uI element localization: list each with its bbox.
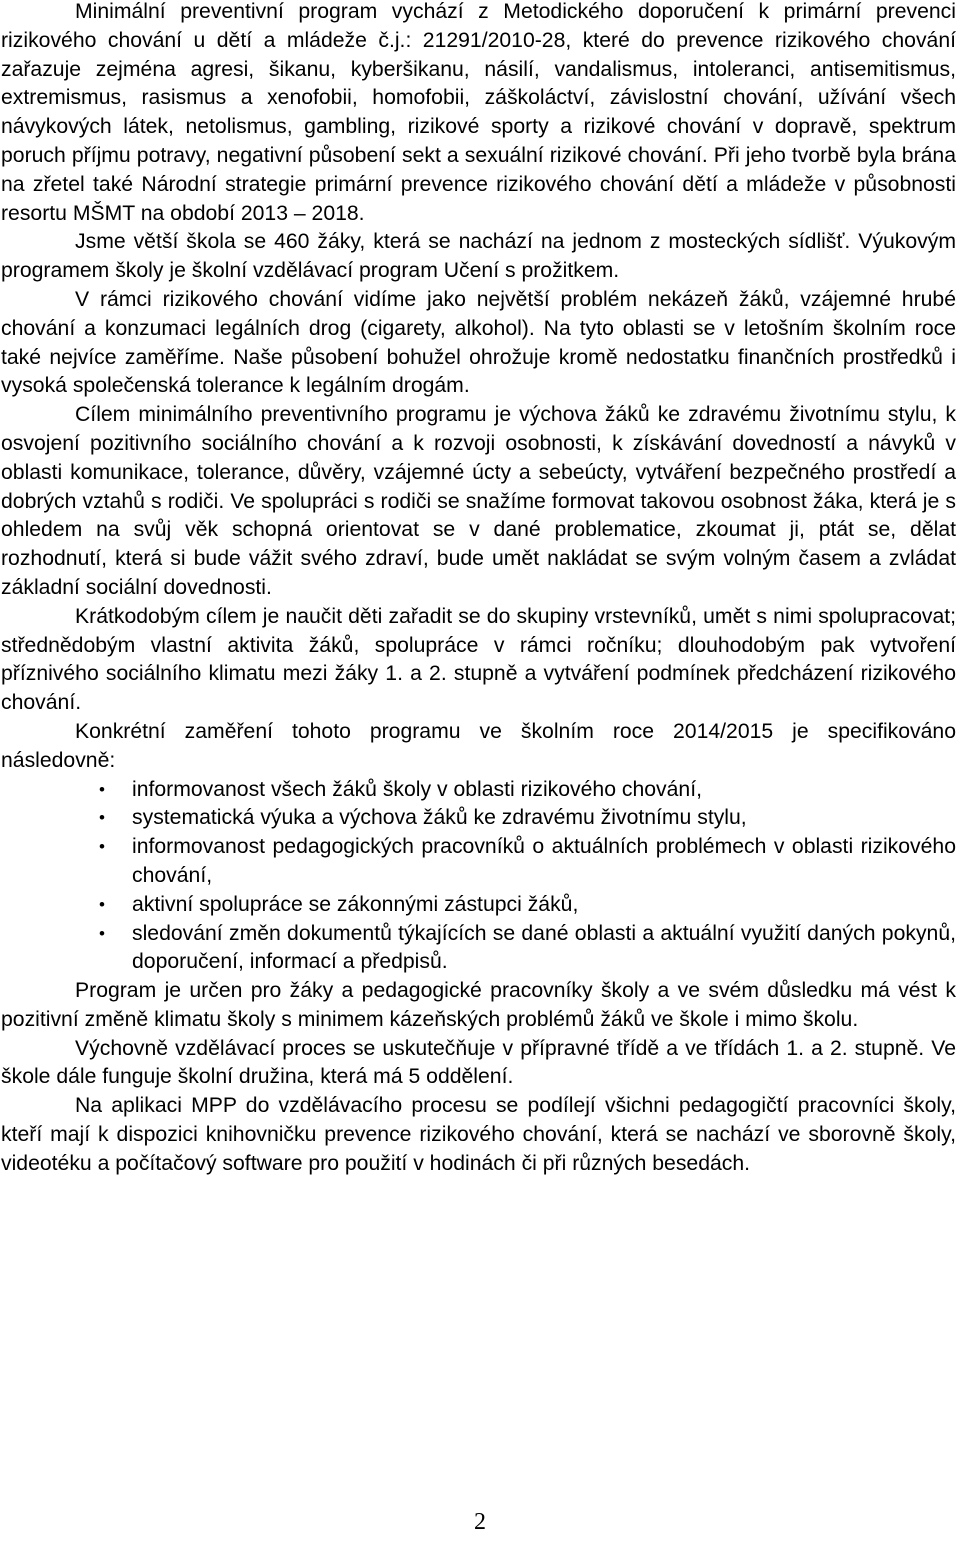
- focus-bullet-list: [1, 776, 956, 978]
- paragraph-mpp-application: Na aplikaci MPP do vzdělávacího procesu se podílejí všichni pedagogičtí pracovníci školy, kteří mají k dispozici knihovničku prevence rizikového chování, která se nachází ve sborovně školy, videotéku a počítačový software pro použití v hodinách či při různých besedách.: [1, 1094, 956, 1175]
- list-item-text: sledování změn dokumentů týkajících se dané oblasti a aktuální využití daných pokynů, doporučení, informací a předpisů.: [132, 921, 956, 974]
- list-item-text: informovanost pedagogických pracovníků o aktuálních problémech v oblasti rizikového chování,: [132, 835, 956, 887]
- page-number: 2: [474, 1509, 486, 1535]
- paragraph-school-description: Jsme větší škola se 460 žáky, která se nachází na jednom z mosteckých sídlišť. Výukovým programem školy je školní vzdělávací program Učení s prožitkem.: [1, 230, 956, 283]
- paragraph-education-process: Výchovně vzdělávací proces se uskutečňuje v přípravné třídě a ve třídách 1. a 2. stupně. Ve škole dále funguje školní družina, která má 5 oddělení.: [1, 1036, 956, 1089]
- paragraph-specific-focus: Konkrétní zaměření tohoto programu ve školním roce 2014/2015 je specifikováno následovně:: [1, 719, 956, 772]
- paragraph-program-basis: Minimální preventivní program vychází z Metodického doporučení k primární prevenci rizikového chování u dětí a mládeže č.j.: 21291/2010-28, které do prevence rizikového chování zařazuje zejména agresi, šikanu, kyberšikanu, násilí, vandalismus, intoleranci, antisemitismus, extremismus, rasismus a xenofobii, homofobii, záškoláctví, závislostní chování, užívání všech návykových látek, netolismus, gambling, rizikové sporty a rizikové chování v dopravě, spektrum poruch příjmu potravy, negativní působení sekt a sexuální rizikové chování. Při jeho tvorbě byla brána na zřetel také Národní strategie primární prevence rizikového chování dětí a mládeže v působnosti resortu MŠMT na období 2013 – 2018.: [1, 0, 956, 225]
- paragraph-main-problems: V rámci rizikového chování vidíme jako největší problém nekázeň žáků, vzájemné hrubé chování a konzumaci legálních drog (cigarety, alkohol). Na tyto oblasti se v letošním školním roce také nejvíce zaměříme. Naše působení bohužel ohrožuje kromě nedostatku finančních prostředků i vysoká společenská tolerance k legálním drogám.: [1, 287, 956, 398]
- list-item: [1, 891, 956, 920]
- paragraph-short-term-goals: Krátkodobým cílem je naučit děti zařadit se do skupiny vrstevníků, umět s nimi spolupracovat; střednědobým vlastní aktivita žáků, spolupráce v rámci ročníku; dlouhodobým pak vytvoření příznivého sociálního klimatu mezi žáky 1. a 2. stupně a vytváření podmínek předcházení rizikového chování.: [1, 604, 956, 715]
- list-item: [1, 776, 956, 805]
- list-item: [1, 833, 956, 891]
- bullet-icon: •: [99, 779, 105, 799]
- bullet-icon: •: [99, 923, 105, 943]
- list-item-text: informovanost všech žáků školy v oblasti rizikového chování,: [132, 777, 702, 801]
- bullet-icon: •: [99, 894, 105, 914]
- bullet-icon: •: [99, 837, 105, 857]
- list-item: [1, 804, 956, 833]
- bullet-icon: •: [99, 808, 105, 828]
- paragraph-program-target: Program je určen pro žáky a pedagogické pracovníky školy a ve svém důsledku má vést k pozitivní změně klimatu školy s minimem kázeňských problémů žáků ve škole i mimo školu.: [1, 979, 956, 1031]
- list-item-text: aktivní spolupráce se zákonnými zástupci žáků,: [132, 892, 579, 916]
- paragraph-program-goal: Cílem minimálního preventivního programu je výchova žáků ke zdravému životnímu stylu, k osvojení pozitivního sociálního chování a k rozvoji osobnosti, k získávání dovedností a návyků v oblasti komunikace, tolerance, důvěry, vzájemné úcty a sebeúcty, vytváření bezpečného prostředí a dobrých vztahů s rodiči. Ve spolupráci s rodiči se snažíme formovat takovou osobnost žáka, která je s ohledem na svůj věk schopná orientovat se v dané problematice, zkoumat ji, ptát se, dělat rozhodnutí, která si bude vážit svého zdraví, bude umět nakládat se svým volným časem a zvládat základní sociální dovednosti.: [1, 403, 956, 599]
- document-body: [1, 0, 956, 1179]
- list-item-text: systematická výuka a výchova žáků ke zdravému životnímu stylu,: [132, 806, 747, 830]
- list-item: [1, 920, 956, 978]
